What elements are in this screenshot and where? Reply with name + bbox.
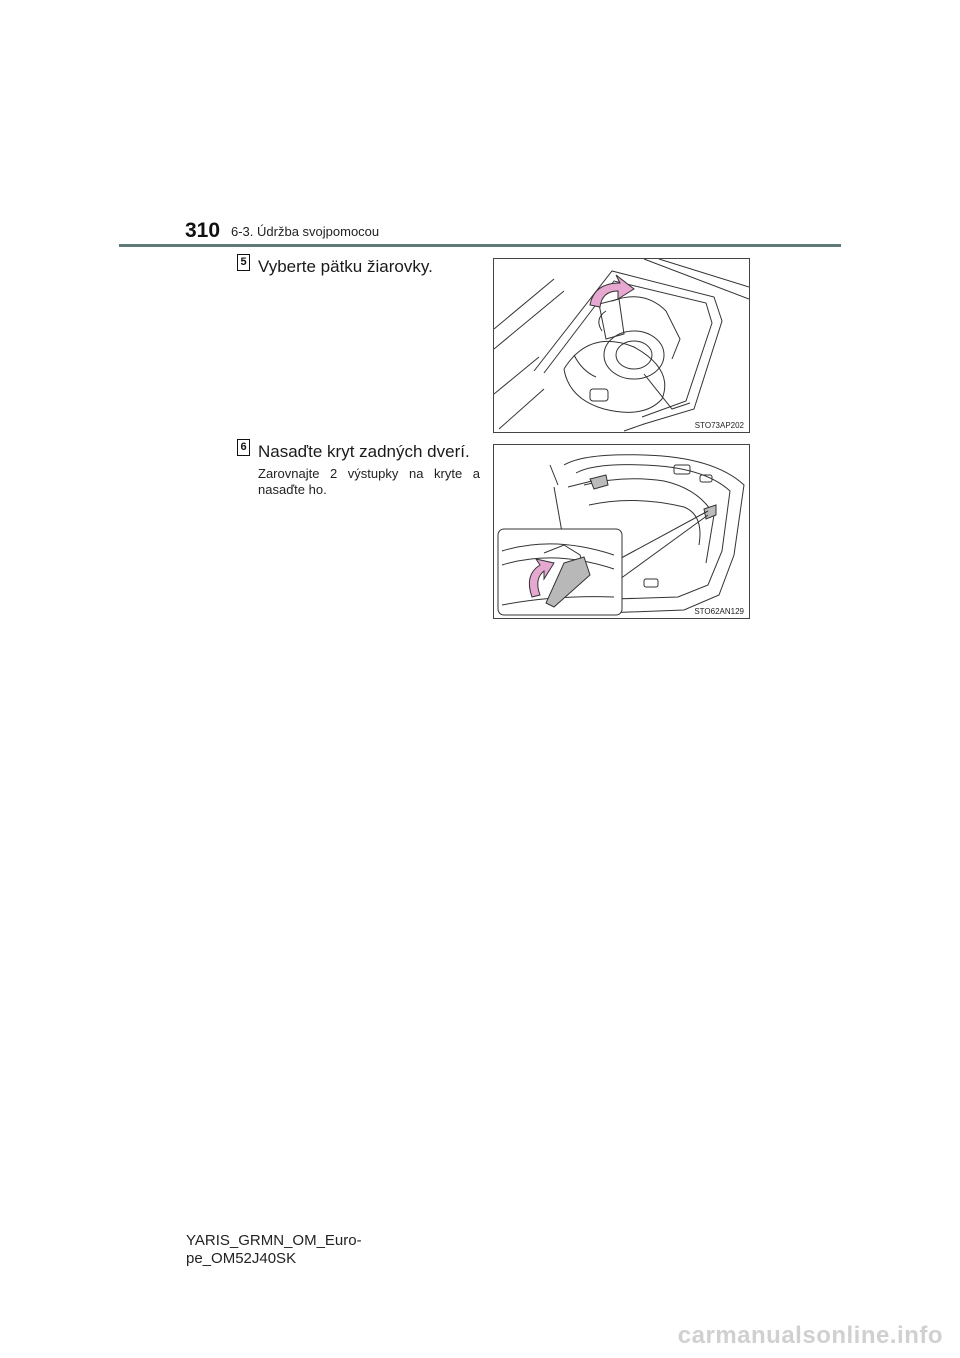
footer-doc-id — [186, 1232, 362, 1268]
step-5-figure — [493, 258, 750, 433]
watermark: carmanualsonline.info — [677, 1322, 943, 1349]
page-number: 310 — [185, 219, 221, 242]
step-6-body: Zarovnajte 2 výstupky na kryte a nasaďte ho. — [258, 466, 480, 497]
tailgate-cover-illustration — [494, 445, 749, 618]
step-5-heading: Vyberte pätku žiarovky. — [258, 257, 433, 276]
figure-code-2: STO62AN129 — [694, 607, 744, 616]
step-5-badge: 5 — [237, 254, 250, 271]
step-6-heading: Nasaďte kryt zadných dverí. — [258, 442, 470, 461]
step-6-figure — [493, 444, 750, 619]
bulb-socket-removal-illustration — [494, 259, 749, 432]
figure-code-1: STO73AP202 — [694, 421, 744, 430]
step-6-badge: 6 — [237, 439, 250, 456]
header-rule — [119, 244, 841, 247]
footer-line-1: YARIS_GRMN_OM_Euro- — [186, 1232, 362, 1249]
footer-line-2: pe_OM52J40SK — [186, 1250, 297, 1267]
section-title: 6-3. Údržba svojpomocou — [231, 224, 380, 239]
